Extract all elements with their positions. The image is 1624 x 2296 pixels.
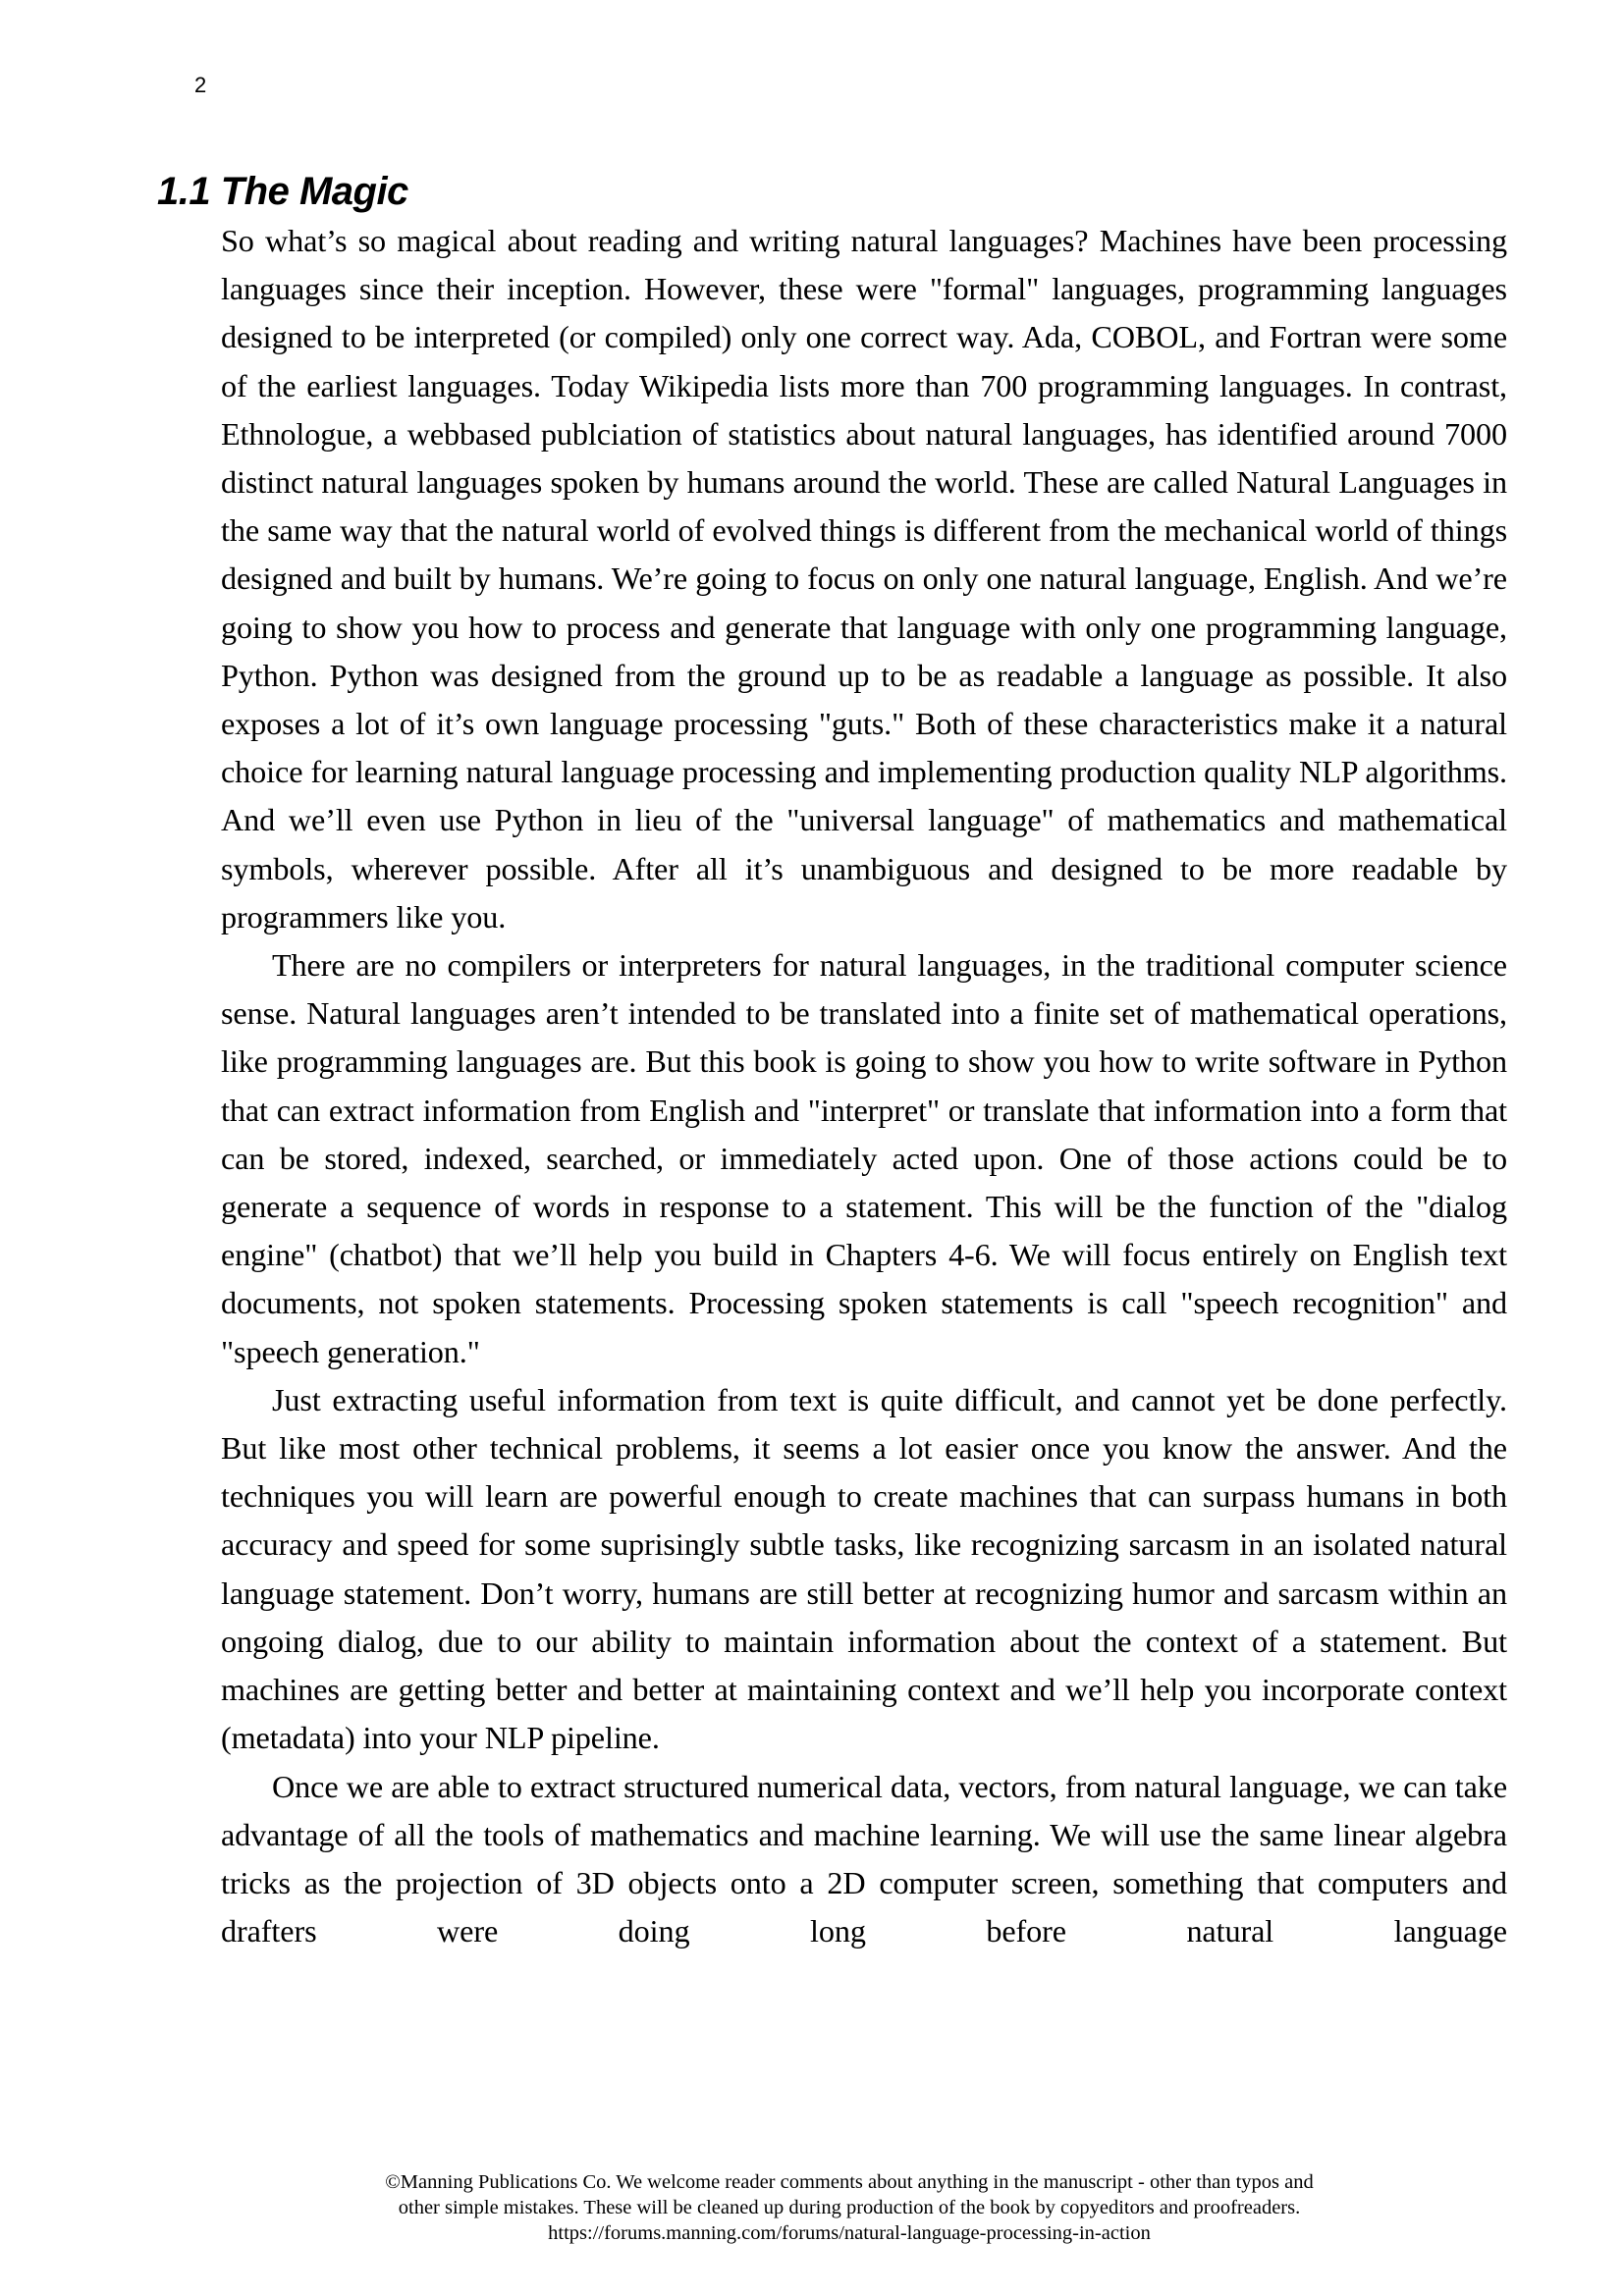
page-footer [196,2169,1502,2246]
paragraph: Once we are able to extract structured numerical data, vectors, from natural language, we can take advantage of all the tools of mathematics and machine learning. We will use the same linear algebra tricks as the projection of 3D objects onto a 2D computer screen, something that computers and drafters were doing long before natural language [221,1768,1507,1949]
section-heading: 1.1 The Magic [157,170,408,213]
page-number: 2 [194,73,207,97]
body-text [221,217,1507,1955]
paragraph: There are no compilers or interpreters for natural languages, in the traditional computer science sense. Natural languages aren’t intended to be translated into a finite set of mathematical operations, like programming languages are. But this book is going to show you how to write software in Python that can extract information from English and "interpret" or translate that information into a form that can be stored, indexed, searched, or immediately acted upon. One of those actions could be to generate a sequence of words in response to a statement. This will be the function of the "dialog engine" (chatbot) that we’ll help you build in Chapters 4-6. We will focus entirely on English text documents, not spoken statements. Processing spoken statements is call "speech recognition" and "speech generation." [221,947,1507,1369]
paragraph: So what’s so magical about reading and writing natural languages? Machines have been processing languages since their inception. However, these were "formal" languages, programming languages designed to be interpreted (or compiled) only one correct way. Ada, COBOL, and Fortran were some of the earliest languages. Today Wikipedia lists more than 700 programming languages. In contrast, Ethnologue, a webbased publciation of statistics about natural languages, has identified around 7000 distinct natural languages spoken by humans around the world. These are called Natural Languages in the same way that the natural world of evolved things is different from the mechanical world of things designed and built by humans. We’re going to focus on only one natural language, English. And we’re going to show you how to process and generate that language with only one programming language, Python. Python was designed from the ground up to be as readable a language as possible. It also exposes a lot of it’s own language processing "guts." Both of these characteristics make it a natural choice for learning natural language processing and implementing production quality NLP algorithms. And we’ll even use Python in lieu of the "universal language" of mathematics and mathematical symbols, wherever possible. After all it’s unambiguous and designed to be more readable by programmers like you. [221,223,1507,934]
paragraph: Just extracting useful information from text is quite difficult, and cannot yet be done perfectly. But like most other technical problems, it seems a lot easier once you know the answer. And the techniques you will learn are powerful enough to create machines that can surpass humans in both accuracy and speed for some suprisingly subtle tasks, like recognizing sarcasm in an isolated natural language statement. Don’t worry, humans are still better at recognizing humor and sarcasm within an ongoing dialog, due to our ability to maintain information about the context of a statement. But machines are getting better and better at maintaining context and we’ll help you incorporate context (metadata) into your NLP pipeline. [221,1381,1507,1756]
copyright-notice-continued: other simple mistakes. These will be cleaned up during production of the book by copyeditors and proofreaders. [398,2197,1301,2218]
copyright-notice: ©Manning Publications Co. We welcome reader comments about anything in the manuscript - other than typos and [385,2171,1314,2193]
forum-link[interactable]: https://forums.manning.com/forums/natural-language-processing-in-action [548,2222,1151,2244]
